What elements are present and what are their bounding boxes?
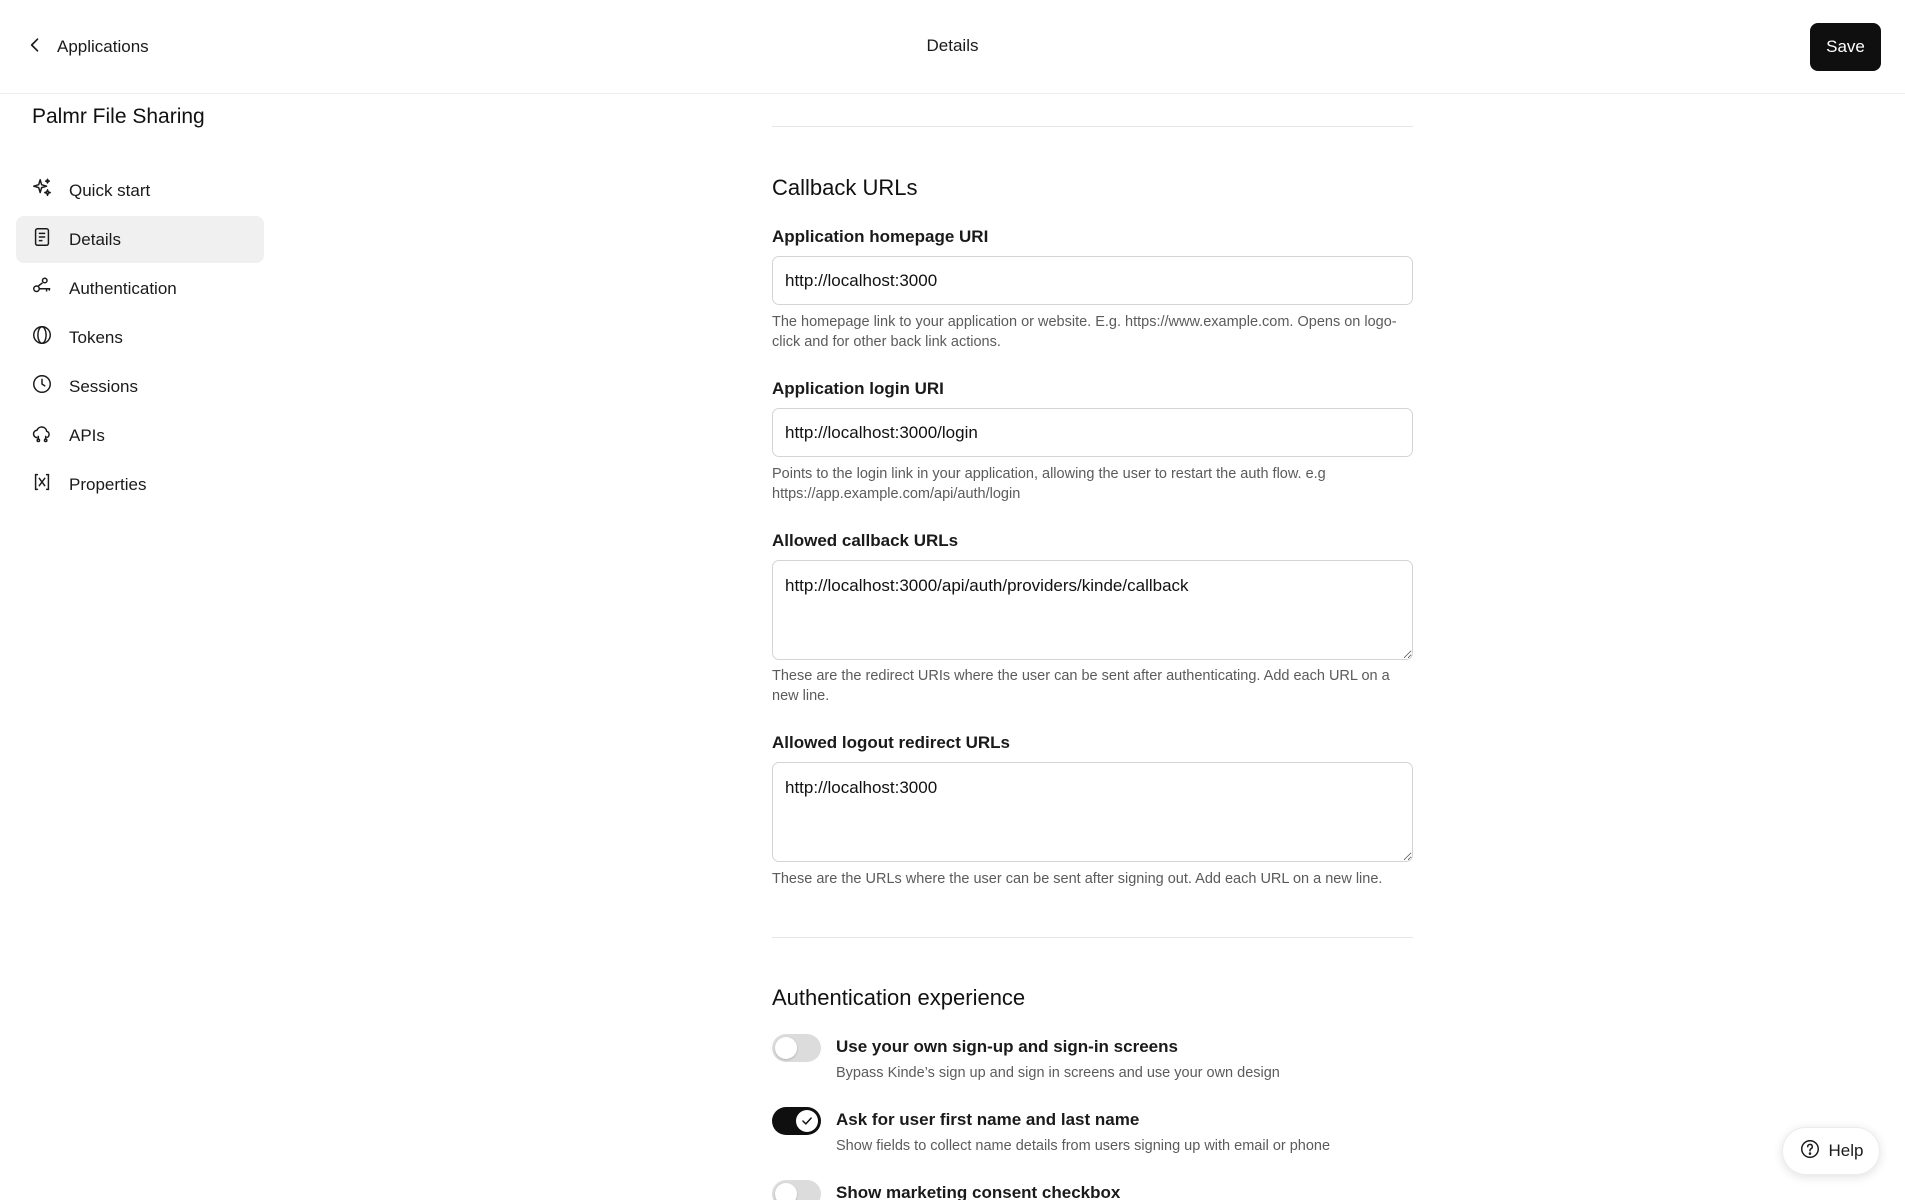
back-link-label: Applications [57,37,149,56]
save-button[interactable]: Save [1810,23,1881,71]
sidebar-item-details[interactable] [16,216,264,263]
sidebar-nav [16,167,264,510]
help-circle-icon [1799,1138,1821,1165]
check-icon [800,1114,814,1128]
login-uri-label: Application login URI [772,379,944,398]
sidebar-item-sessions[interactable] [16,363,264,410]
own-screens-description: Bypass Kinde’s sign up and sign in screens and use your own design [836,1065,1280,1081]
ask-name-description: Show fields to collect name details from users signing up with email or phone [836,1138,1331,1154]
ask-name-toggle[interactable] [772,1107,821,1135]
sidebar-item-label: Authentication [69,278,177,298]
own-screens-title: Use your own sign-up and sign-in screens [836,1037,1178,1056]
logout-urls-hint: These are the URLs where the user can be sent after signing out. Add each URL on a new line. [772,871,1383,887]
sidebar-item-label: Quick start [69,180,151,200]
chevron-left-icon [25,35,45,60]
own-screens-toggle[interactable] [772,1034,821,1062]
sidebar-item-properties[interactable] [16,461,264,508]
sidebar-item-quick-start[interactable] [16,167,264,214]
callback-urls-label: Allowed callback URLs [772,531,959,550]
document-icon [31,226,53,253]
login-uri-input[interactable] [772,408,1413,457]
back-to-applications-link[interactable] [25,30,149,64]
callback-urls-heading: Callback URLs [772,175,918,200]
application-name: Palmr File Sharing [32,105,205,128]
section-divider [772,126,1413,127]
clock-icon [31,373,53,400]
sidebar-item-label: Properties [69,474,147,494]
callback-urls-hint: These are the redirect URIs where the user can be sent after authenticating. Add each URL on a new line. [772,668,1390,704]
section-divider [772,937,1413,938]
authentication-icon [31,275,53,302]
marketing-consent-title: Show marketing consent checkbox [836,1183,1121,1200]
homepage-uri-label: Application homepage URI [772,227,989,246]
sidebar-item-authentication[interactable] [16,265,264,312]
sidebar-item-apis[interactable] [16,412,264,459]
toggle-knob [775,1183,797,1200]
ask-name-title: Ask for user first name and last name [836,1110,1140,1129]
top-bar [0,0,1905,94]
sidebar-item-tokens[interactable] [16,314,264,361]
toggle-knob [796,1110,818,1132]
logout-urls-label: Allowed logout redirect URLs [772,733,1011,752]
api-cloud-icon [31,422,53,449]
sidebar-item-label: Sessions [69,376,138,396]
help-label: Help [1828,1141,1864,1160]
tokens-icon [31,324,53,351]
homepage-uri-input[interactable] [772,256,1413,305]
help-button[interactable] [1782,1127,1880,1175]
page-title: Details [926,36,979,55]
toggle-knob [775,1037,797,1059]
homepage-uri-hint: The homepage link to your application or website. E.g. https://www.example.com. Opens on logo-click and for other back link actions. [772,314,1397,350]
sidebar-item-label: Details [69,229,121,249]
auth-experience-heading: Authentication experience [772,985,1026,1010]
login-uri-hint: Points to the login link in your application, allowing the user to restart the auth flow. e.g https://app.example.com/api/auth/login [772,466,1326,502]
variable-icon [31,471,53,498]
sidebar-item-label: APIs [69,425,105,445]
sidebar-item-label: Tokens [69,327,123,347]
logout-urls-textarea[interactable] [772,762,1413,862]
sparkles-icon [31,177,53,204]
marketing-consent-toggle[interactable] [772,1180,821,1200]
callback-urls-textarea[interactable] [772,560,1413,660]
